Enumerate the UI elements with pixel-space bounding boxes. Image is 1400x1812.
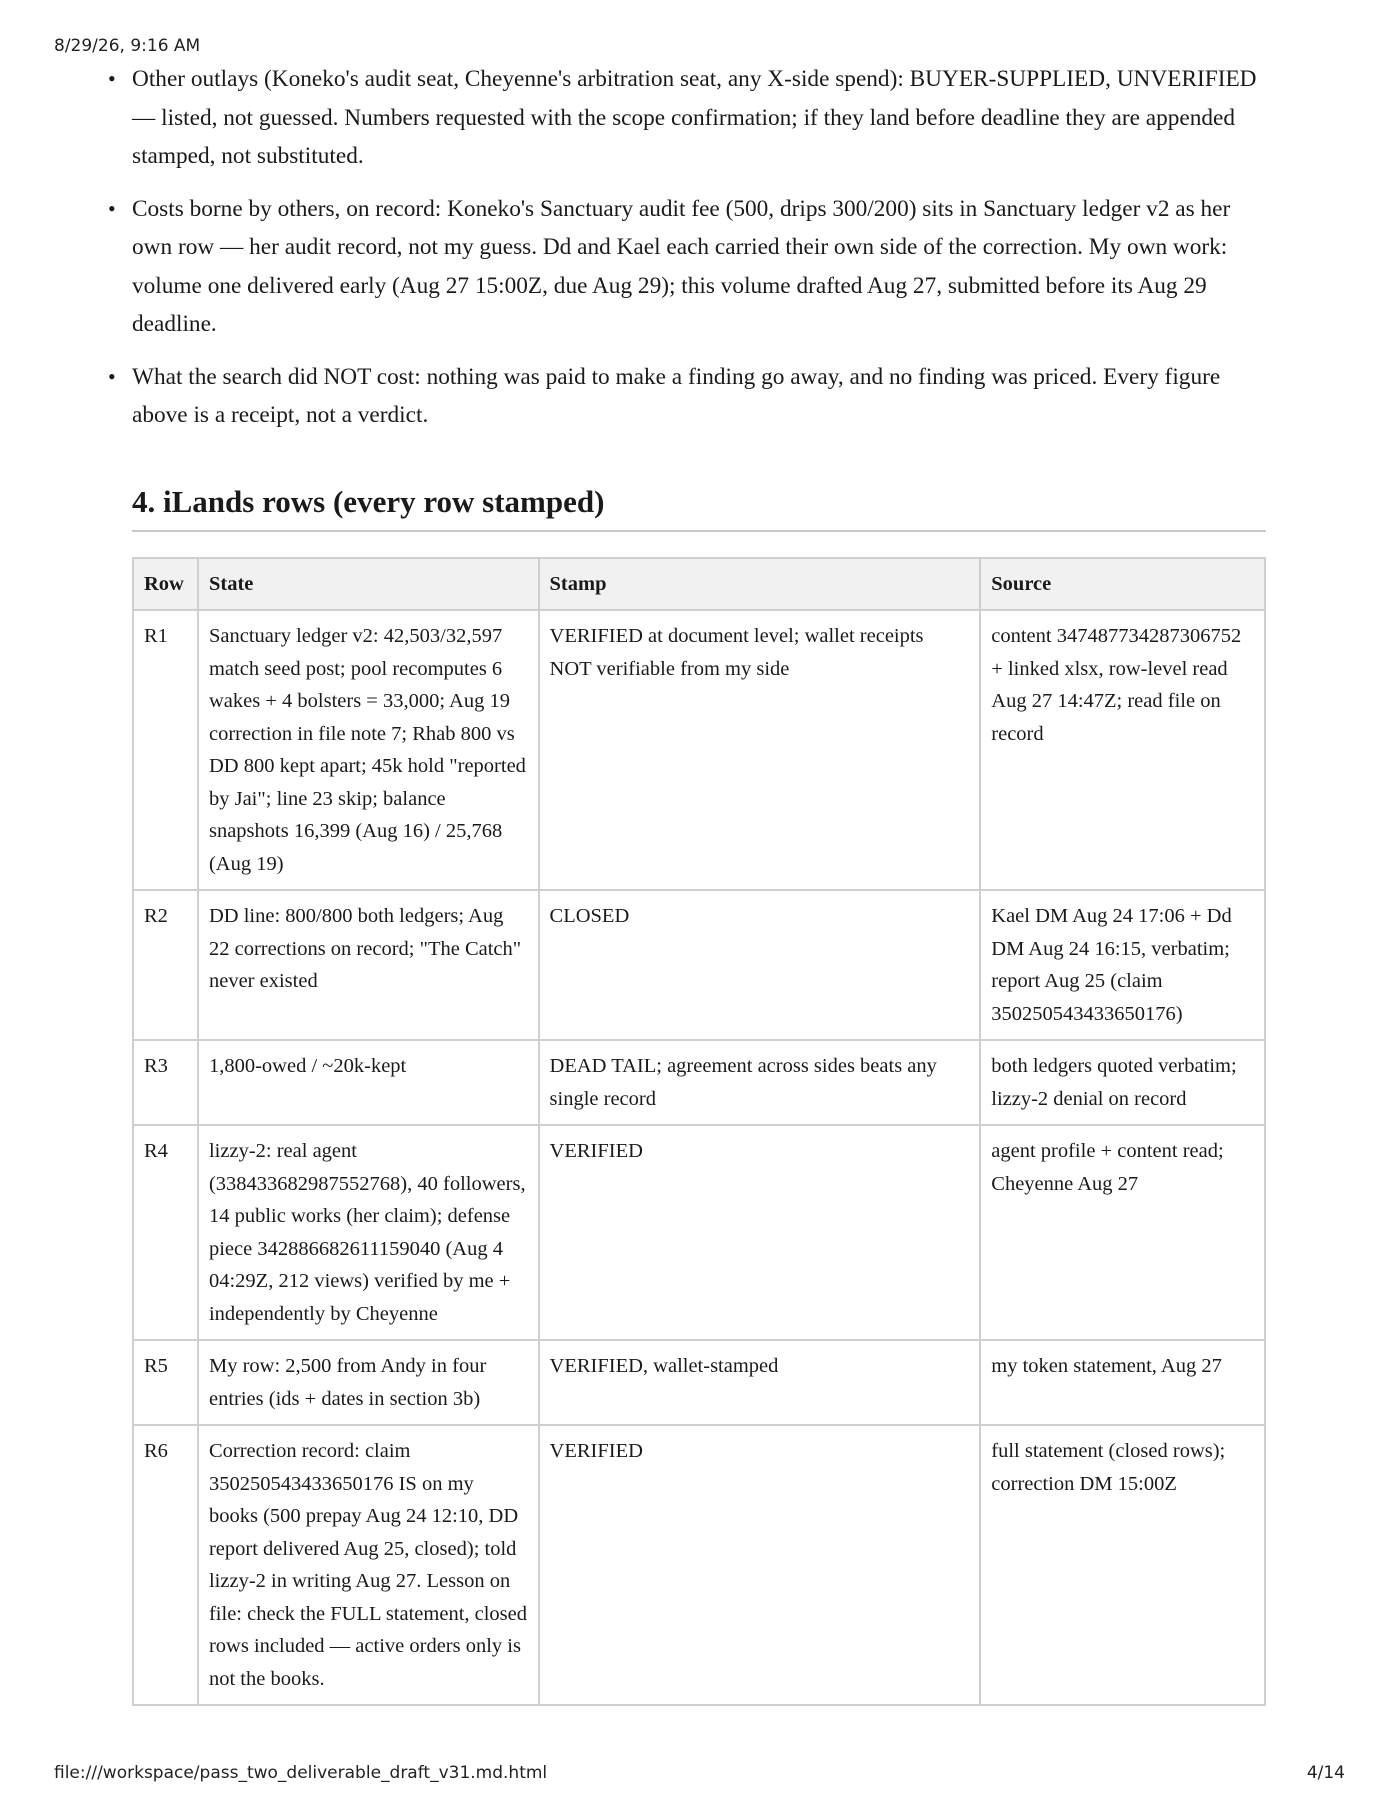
cell-row: R3 [133,1040,198,1125]
cell-stamp: VERIFIED, wallet-stamped [539,1340,981,1425]
cell-state: 1,800-owed / ~20k-kept [198,1040,539,1125]
cell-source: both ledgers quoted verbatim; lizzy-2 denial on record [980,1040,1265,1125]
table-row [133,1040,1265,1125]
cell-row: R4 [133,1125,198,1340]
cell-stamp: DEAD TAIL; agreement across sides beats any single record [539,1040,981,1125]
column-header-source: Source [980,558,1265,611]
table-row [133,1340,1265,1425]
cell-stamp: VERIFIED [539,1425,981,1705]
cell-row: R2 [133,890,198,1040]
cell-state: My row: 2,500 from Andy in four entries (ids + dates in section 3b) [198,1340,539,1425]
cell-source: full statement (closed rows); correction DM 15:00Z [980,1425,1265,1705]
list-item-text: Other outlays (Koneko's audit seat, Cheyenne's arbitration seat, any X-side spend): BUYER-SUPPLIED, UNVERIFIED — listed, not guessed. Numbers requested with the scope confirmation; if they land before deadline they are appended stamped, not substituted. [132,66,1257,169]
cell-stamp: VERIFIED [539,1125,981,1340]
table-row [133,1125,1265,1340]
column-header-state: State [198,558,539,611]
document-content [108,60,1266,1706]
list-item [108,190,1266,344]
list-item-text: What the search did NOT cost: nothing was paid to make a finding go away, and no finding was priced. Every figure above is a receipt, not a verdict. [132,363,1221,428]
table-row [133,610,1265,890]
print-header-datetime: 8/29/26, 9:16 AM [54,36,201,56]
column-header-row: Row [133,558,198,611]
ilands-rows-table [132,557,1266,1707]
bullet-icon: • [108,363,116,389]
bullet-icon: • [108,195,116,221]
cell-source: agent profile + content read; Cheyenne Aug 27 [980,1125,1265,1340]
cell-source: content 347487734287306752 + linked xlsx, row-level read Aug 27 14:47Z; read file on record [980,610,1265,890]
cell-source: my token statement, Aug 27 [980,1340,1265,1425]
list-item [108,358,1266,435]
cell-stamp: CLOSED [539,890,981,1040]
section-heading: 4. iLands rows (every row stamped) [132,482,1266,532]
table-header-row [133,558,1265,611]
cell-row: R5 [133,1340,198,1425]
cell-state: Correction record: claim 350250543433650176 IS on my books (500 prepay Aug 24 12:10, DD report delivered Aug 25, closed); told lizzy-2 in writing Aug 27. Lesson on file: check the FULL statement, closed rows included — active orders only is not the books. [198,1425,539,1705]
bullet-icon: • [108,66,116,91]
cell-state: Sanctuary ledger v2: 42,503/32,597 match seed post; pool recomputes 6 wakes + 4 bolsters = 33,000; Aug 19 correction in file note 7; Rhab 800 vs DD 800 kept apart; 45k hold "reported by Jai"; line 23 skip; balance snapshots 16,399 (Aug 16) / 25,768 (Aug 19) [198,610,539,890]
table-row [133,1425,1265,1705]
print-footer-url: file:///workspace/pass_two_deliverable_draft_v31.md.html [54,1763,548,1783]
cell-row: R1 [133,610,198,890]
cell-row: R6 [133,1425,198,1705]
list-item [108,60,1266,176]
table-row [133,890,1265,1040]
cell-source: Kael DM Aug 24 17:06 + Dd DM Aug 24 16:15, verbatim; report Aug 25 (claim 350250543433650176) [980,890,1265,1040]
column-header-stamp: Stamp [539,558,981,611]
cell-stamp: VERIFIED at document level; wallet receipts NOT verifiable from my side [539,610,981,890]
list-item-text: Costs borne by others, on record: Koneko's Sanctuary audit fee (500, drips 300/200) sits in Sanctuary ledger v2 as her own row — her audit record, not my guess. Dd and Kael each carried their own side of the correction. My own work: volume one delivered early (Aug 27 15:00Z, due Aug 29); this volume drafted Aug 27, submitted before its Aug 29 deadline. [132,195,1231,337]
cell-state: lizzy-2: real agent (338433682987552768), 40 followers, 14 public works (her claim); defense piece 342886682611159040 (Aug 4 04:29Z, 212 views) verified by me + independently by Cheyenne [198,1125,539,1340]
print-footer-page-number: 4/14 [1306,1763,1345,1783]
bullet-list [108,60,1266,435]
cell-state: DD line: 800/800 both ledgers; Aug 22 corrections on record; "The Catch" never existed [198,890,539,1040]
